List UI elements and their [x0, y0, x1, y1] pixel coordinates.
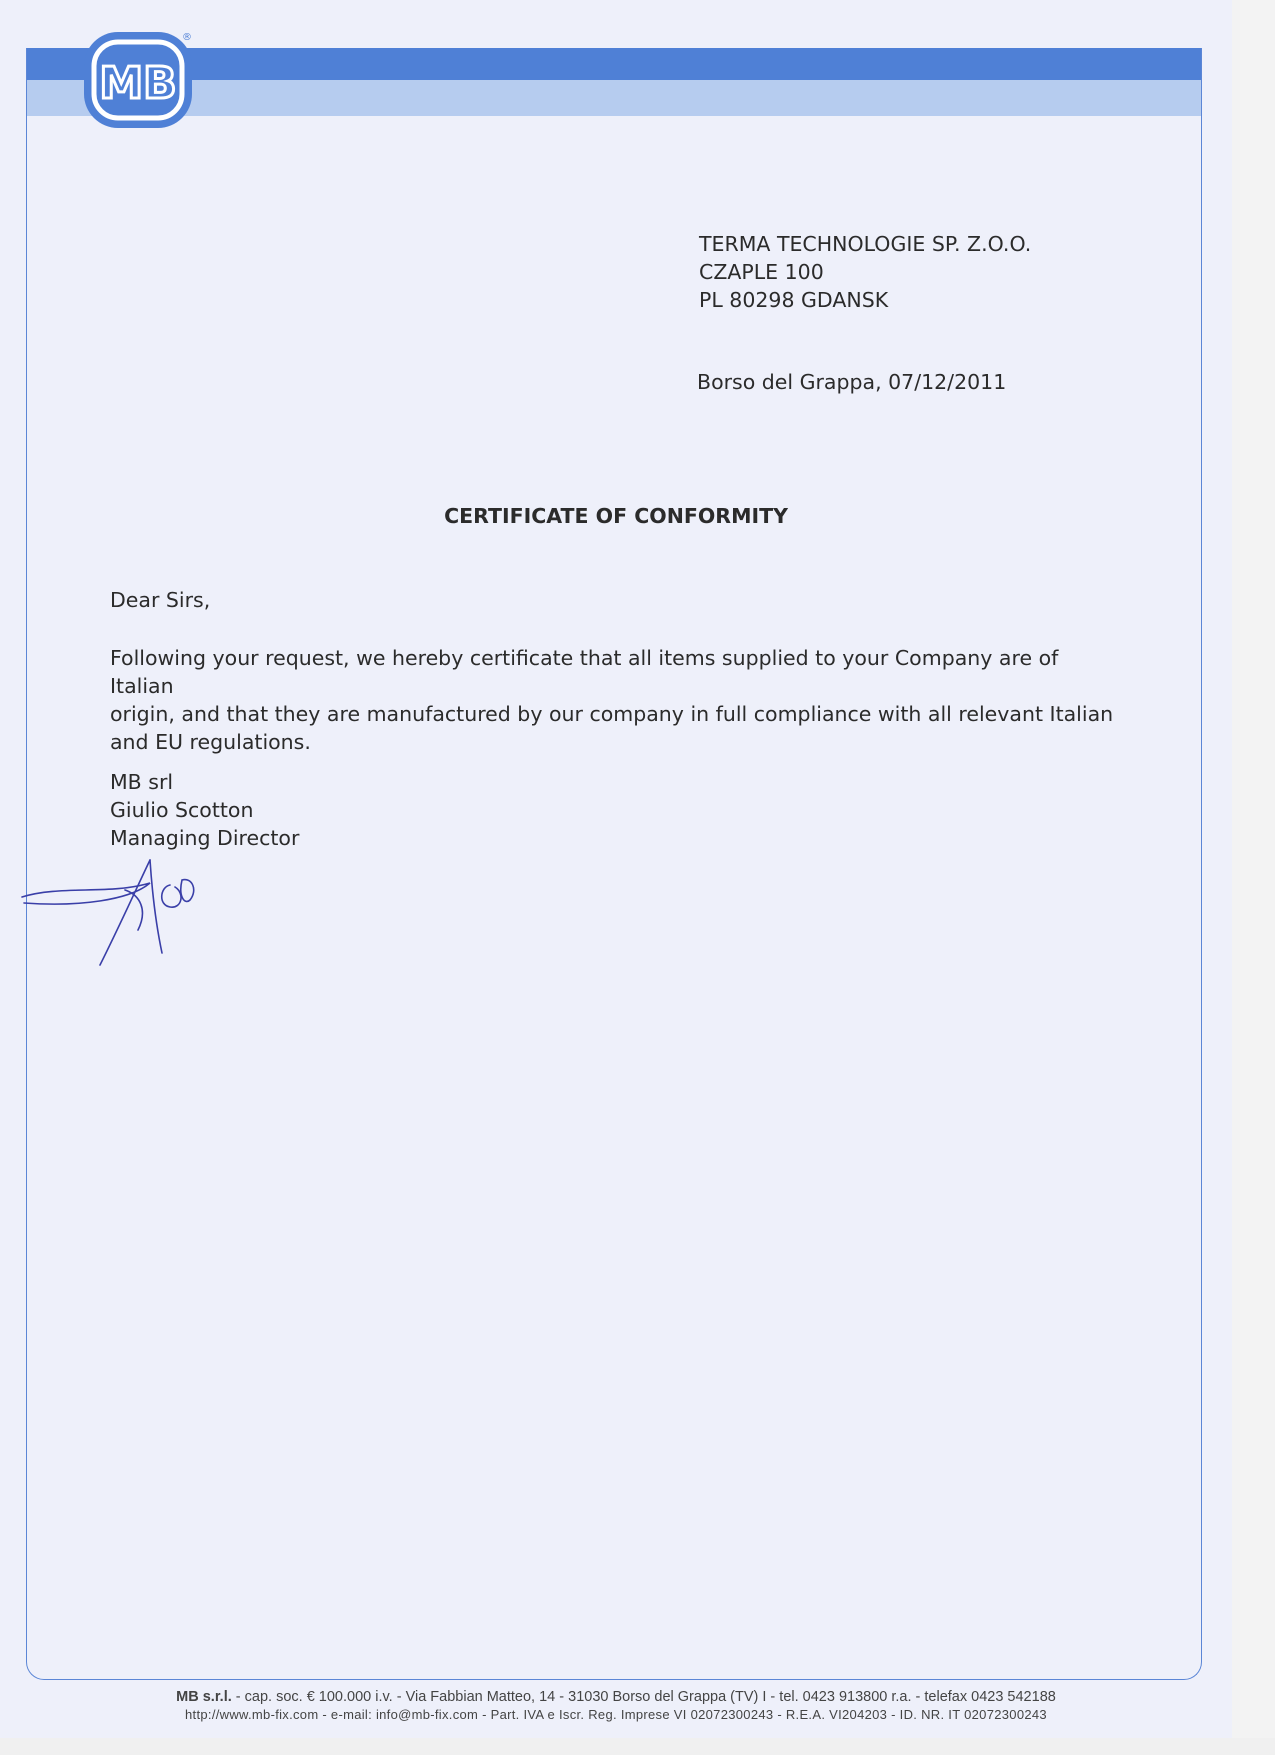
salutation: Dear Sirs,: [110, 588, 211, 612]
scan-margin-right: [1232, 0, 1275, 1755]
document-title: CERTIFICATE OF CONFORMITY: [444, 504, 788, 528]
logo-text: MB: [99, 58, 177, 109]
footer-line-1: [0, 1688, 1232, 1706]
footer-details: - cap. soc. € 100.000 i.v. - Via Fabbian Matteo, 14 - 31030 Borso del Grappa (TV) I - tel. 0423 913800 r.a. - telefax 0423 542188: [231, 1689, 1056, 1705]
recipient-line: PL 80298 GDANSK: [699, 288, 889, 312]
footer-line-2: http://www.mb-fix.com - e-mail: info@mb-fix.com - Part. IVA e Iscr. Reg. Imprese VI 02072300243 - R.E.A. VI204203 - ID. NR. IT 02072300243: [185, 1707, 1047, 1722]
signatory-company: MB srl: [110, 770, 174, 794]
scan-margin-bottom: [0, 1738, 1275, 1755]
body-paragraph: [110, 644, 1125, 756]
registered-mark: ®: [182, 32, 192, 43]
date-line: Borso del Grappa, 07/12/2011: [697, 370, 1007, 394]
handwritten-signature: [20, 855, 220, 975]
recipient-address: [699, 230, 1031, 314]
signatory-role: Managing Director: [110, 826, 300, 850]
body-line: and EU regulations.: [110, 730, 311, 754]
recipient-line: CZAPLE 100: [699, 260, 824, 284]
mb-logo: [82, 30, 194, 130]
signatory-name: Giulio Scotton: [110, 798, 254, 822]
footer-company: MB s.r.l.: [176, 1689, 232, 1705]
recipient-line: TERMA TECHNOLOGIE SP. Z.O.O.: [699, 232, 1032, 256]
letter-footer: [0, 1688, 1232, 1724]
signature-block: [110, 768, 299, 852]
body-line: origin, and that they are manufactured by our company in full compliance with all relevant Italian: [110, 702, 1114, 726]
body-line: Following your request, we hereby certificate that all items supplied to your Company are of Italian: [110, 646, 1059, 698]
